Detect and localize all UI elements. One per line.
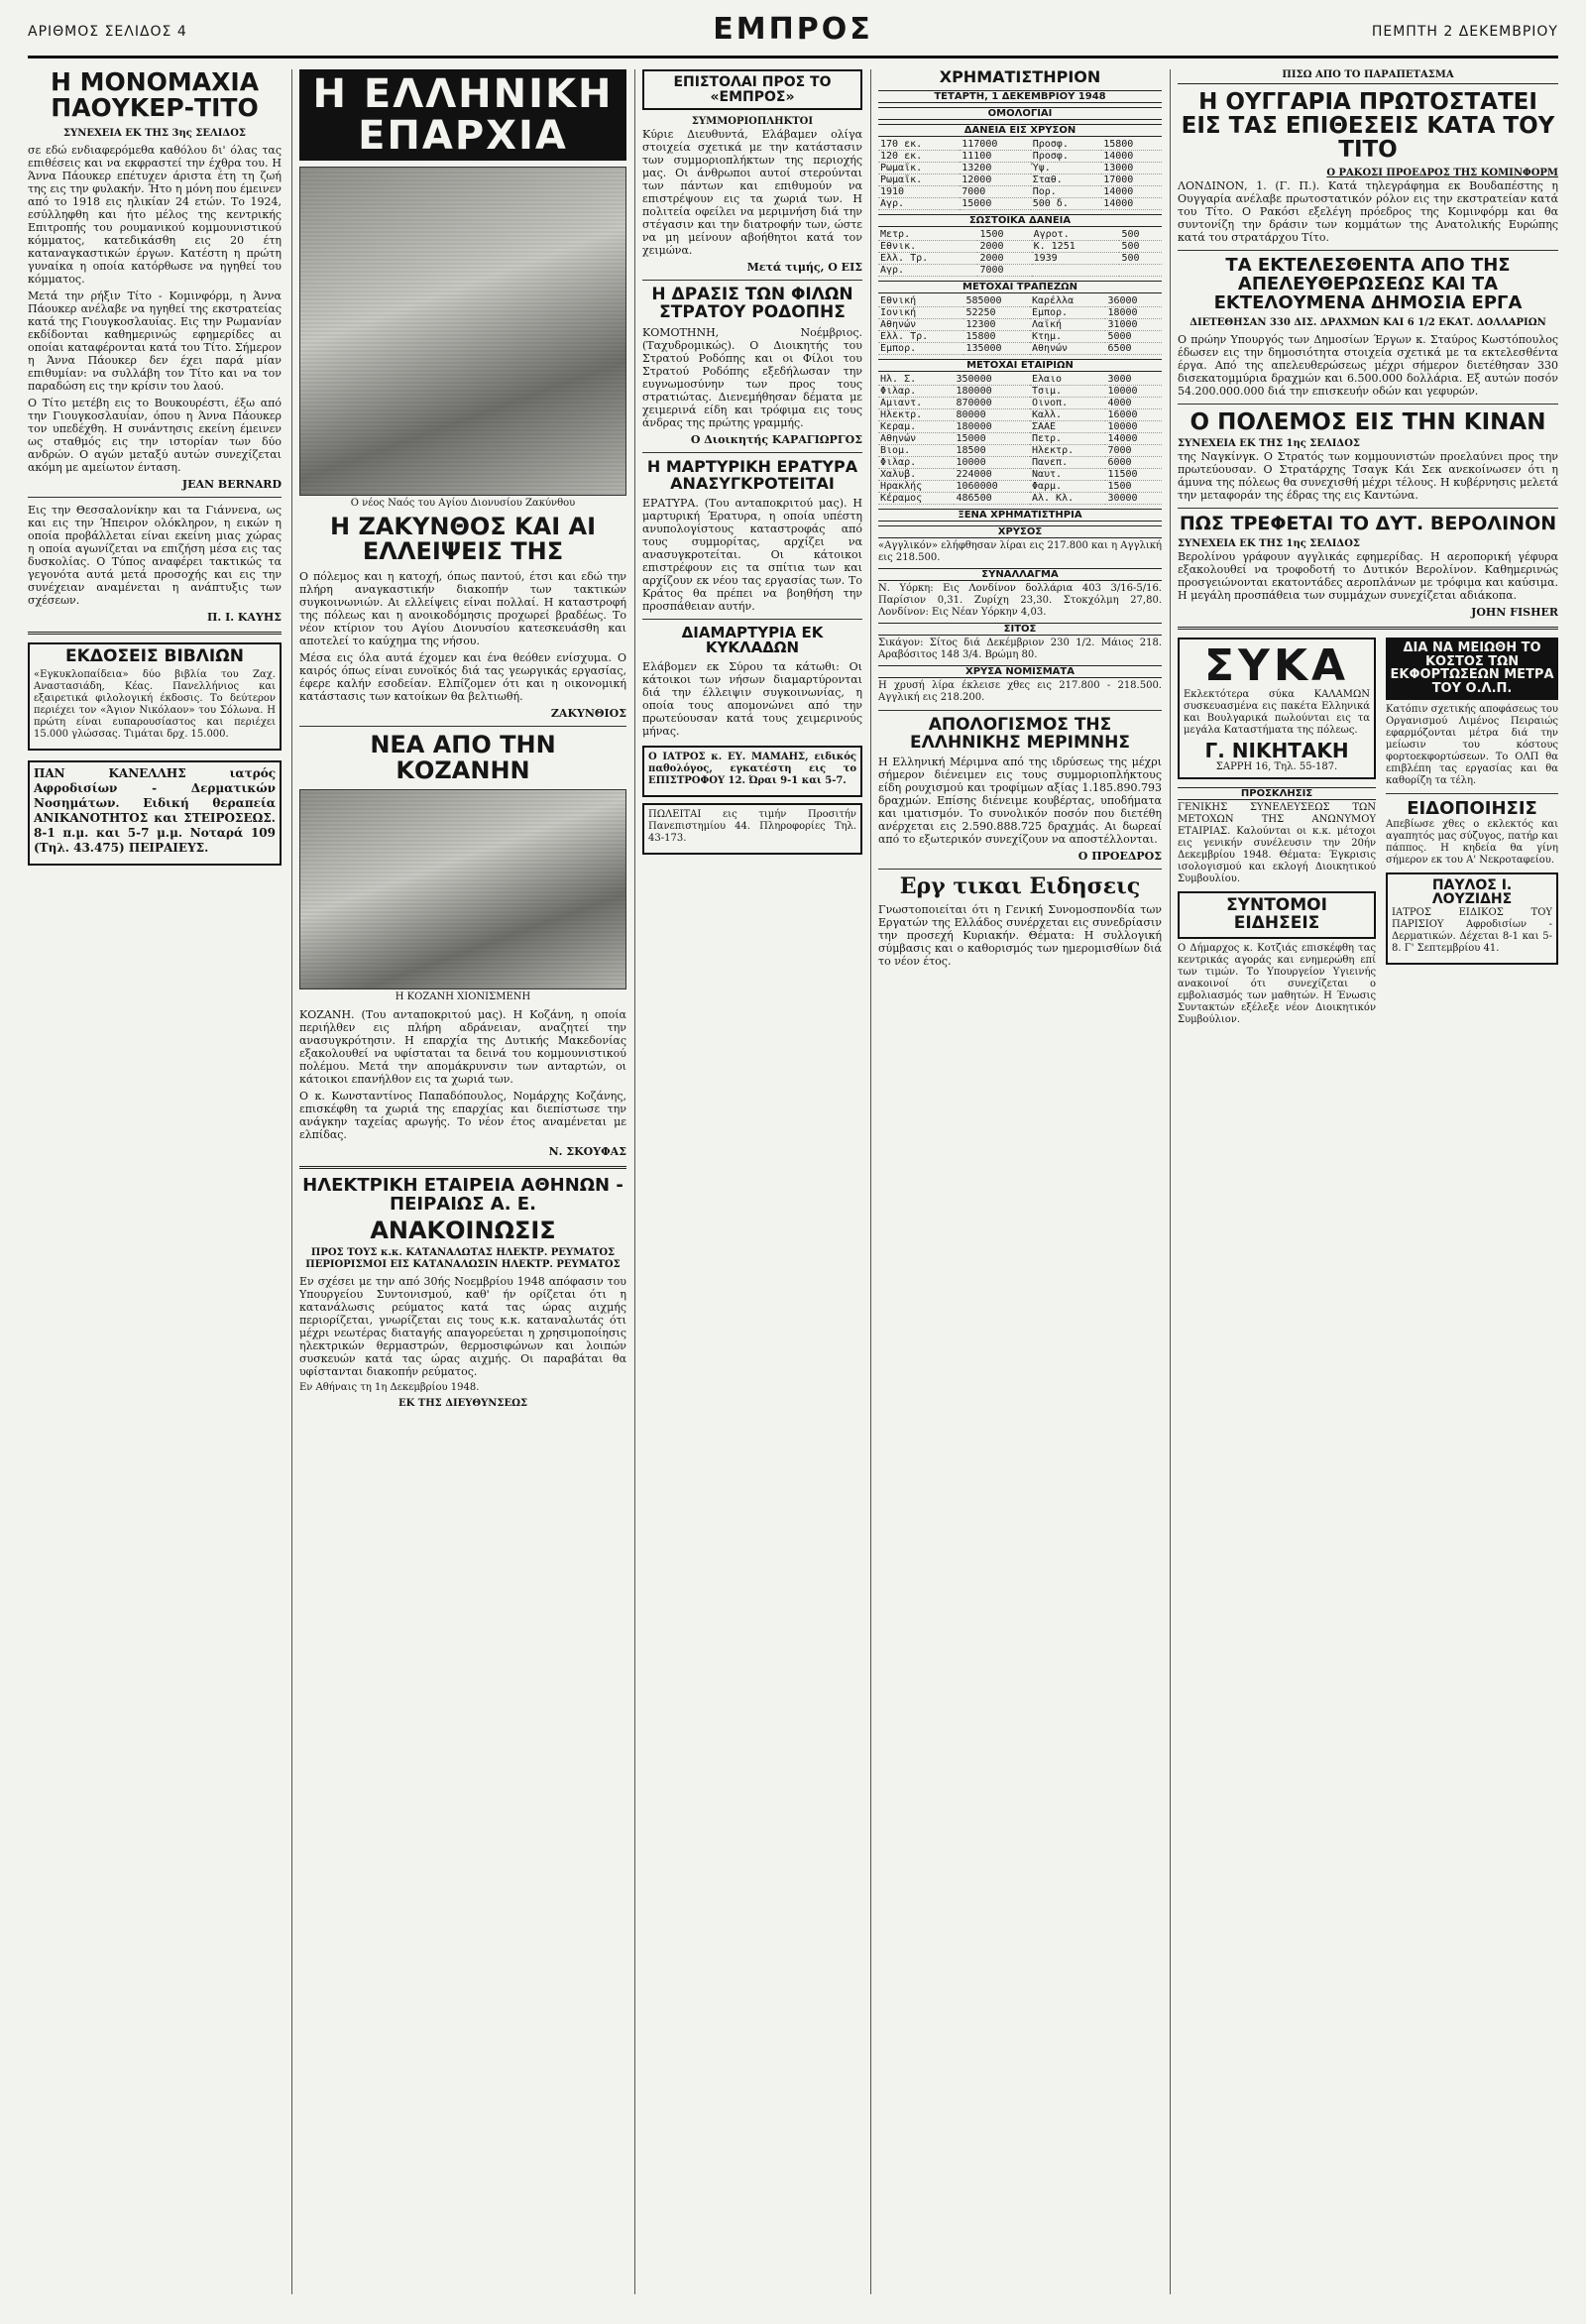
bank-shares-title: ΜΕΤΟΧΑΙ ΤΡΑΠΕΖΩΝ [878, 281, 1162, 293]
gold-loan-row [878, 174, 1162, 185]
letter-subtitle: ΣΥΜΜΟΡΙΟΠΛΗΚΤΟΙ [691, 116, 814, 128]
gold-coins-title: ΧΡΥΣΑ ΝΟΜΙΣΜΑΤΑ [878, 665, 1162, 678]
sostika-loan-cell: 1500 [977, 229, 1031, 241]
short-news-box [1178, 891, 1376, 939]
syka-merchant: Γ. ΝΙΚΗΤΑΚΗ [1204, 739, 1349, 763]
divider [28, 632, 282, 635]
gold-loan-cell: 170 εκ. [878, 139, 960, 151]
doctor-text: ΙΑΤΡΟΣ ΕΙΔΙΚΟΣ ΤΟΥ ΠΑΡΙΣΙΟΥ Αφροδισίων - Δερματικών. Δέχεται 8-1 και 5-8. Γ' Σεπτεμβρίου 41. [1392, 907, 1552, 954]
announcement-text: Εν σχέσει με την από 30ής Νοεμβρίου 1948 απόφασιν του Υπουργείου Συντονισμού, καθ' ήν ορίζεται ότι η κατανάλωσις ρεύματος κατά τας ώρας αιχμής περιορίζεται, γνωρίζεται εις τους κ.κ. καταναλωτάς ότι μέχρι νεωτέρας διαταγής απαγορεύεται η χρησιμοποίησις ηλεκτρικών θερμαστρών, θερμοσιφώνων και λοιπών συσκευών κατά τας ώρας αιχμής. Οι παραβάται θα υφίστανται διακοπήν ρεύματος. [299, 1274, 626, 1378]
divider [1178, 250, 1558, 251]
bank-share-cell: 52250 [963, 306, 1030, 318]
company-share-cell: 6000 [1105, 456, 1162, 468]
article-text: Μετά την ρήξιν Τίτο - Κομινφόρμ, η Άννα Πάουκερ ανέλαβε να ηγηθεί της εκστρατείας κατά της Γιουγκοσλαυίας. Εις την Ρωμανίαν εκδίδονται καθημερινώς εφημερίδες αι οποίαι καταφέρονται κατά του Τίτο. Σήμερον η Άννα Πάουκερ δεν έχει παρά μίαν επιθυμίαν: να συλλάβη τον Τίτο και να τον παραδώση εις την κρίσιν του λαού. [28, 289, 282, 393]
foreign-exchanges-title: ΞΕΝΑ ΧΡΗΜΑΤΙΣΤΗΡΙΑ [878, 509, 1162, 522]
section-header: ΠΙΣΩ ΑΠΟ ΤΟ ΠΑΡΑΠΕΤΑΣΜΑ [1178, 69, 1558, 84]
bank-share-cell: Εμπορ. [878, 342, 963, 354]
sostika-loan-cell: Μετρ. [878, 229, 977, 241]
company-share-cell: 224000 [954, 468, 1029, 480]
column-2 [299, 69, 626, 1410]
sostika-loan-cell: Αγροτ. [1032, 229, 1120, 241]
gold-loan-cell: 14000 [1101, 197, 1162, 209]
headline-berlin: ΠΩΣ ΤΡΕΦΕΤΑΙ ΤΟ ΔΥΤ. ΒΕΡΟΛΙΝΟΝ [1179, 513, 1557, 535]
company-share-row [878, 385, 1162, 397]
company-share-cell: 10000 [1105, 420, 1162, 432]
column-4 [878, 69, 1162, 972]
article-text: ΕΡΑΤΥΡΑ. (Του ανταποκριτού μας). Η μαρτυρική Έρατυρα, η οποία υπέστη ανυπολογίστους καταστροφάς από τους συμμορίτας, αρχίζει να ανασυγκροτείται. Οι κάτοικοι επιστρέφουν εις τα σπίτια των και αρχίζουν εκ νέου τας εργασίας των. Το Κράτος θα πρέπει να βοηθήση την προσπάθειαν αυτήν. [642, 496, 862, 613]
bank-share-row [878, 318, 1162, 330]
column-1 [28, 69, 282, 866]
sostika-loans-table [878, 229, 1162, 277]
divider [642, 452, 862, 453]
gold-loan-cell: 1910 [878, 185, 960, 197]
gold-loan-cell: 14000 [1101, 150, 1162, 162]
company-share-cell: Ηλ. Σ. [878, 374, 954, 386]
column-5 [1178, 69, 1558, 1030]
article-text: Βερολίνου γράφουν αγγλικάς εφημερίδας. Η αεροπορική γέφυρα εξακολουθεί να τροφοδοτή το Δυτικόν Βερολίνον. Καθημερινώς προσγειώνονται εκατοντάδες αεροπλάνων με τρόφιμα και καύσιμα. Η μεγάλη προσπάθεια των συμμάχων συνεχίζεται αδιάκοπα. [1178, 550, 1558, 603]
headline-merimna: ΑΠΟΛΟΓΙΣΜΟΣ ΤΗΣ ΕΛΛΗΝΙΚΗΣ ΜΕΡΙΜΝΗΣ [910, 714, 1130, 753]
subheadline: ΔΙΕΤΕΘΗΣΑΝ 330 ΔΙΣ. ΔΡΑΧΜΩΝ ΚΑΙ 6 1/2 ΕΚΑΤ. ΔΟΛΛΑΡΙΩΝ [1190, 317, 1546, 329]
headline-kyklades: ΔΙΑΜΑΡΤΥΡΙΑ ΕΚ ΚΥΚΛΑΔΩΝ [681, 623, 824, 657]
bank-share-cell: Ιονική [878, 306, 963, 318]
wheat-text: Σικάγον: Σίτος διά Δεκέμβριον 230 1/2. Μάιος 218. Αραβόσιτος 148 3/4. Βρώμη 80. [878, 637, 1162, 660]
gold-loan-cell: Αγρ. [878, 197, 960, 209]
company-share-row [878, 456, 1162, 468]
gold-loan-row [878, 185, 1162, 197]
company-share-cell: Τσιμ. [1030, 385, 1105, 397]
electric-company-title: ΗΛΕΚΤΡΙΚΗ ΕΤΑΙΡΕΙΑ ΑΘΗΝΩΝ - ΠΕΙΡΑΙΩΣ Α. Ε. [302, 1174, 623, 1215]
company-share-cell: Αλ. Κλ. [1030, 492, 1105, 504]
announcement-recipients: ΠΡΟΣ ΤΟΥΣ κ.κ. ΚΑΤΑΝΑΛΩΤΑΣ ΗΛΕΚΤΡ. ΡΕΥΜΑΤΟΣ [310, 1246, 616, 1258]
newspaper-title: ΕΜΠΡΟΣ [713, 12, 873, 47]
notice-text: Απεβίωσε χθες ο εκλεκτός και αγαπητός μας σύζυγος, πατήρ και πάππος. Η κηδεία θα γίνη σήμερον εκ του Α' Νεκροταφείου. [1386, 818, 1558, 866]
bank-share-row [878, 330, 1162, 342]
company-share-cell: 11500 [1105, 468, 1162, 480]
column-divider [1170, 69, 1171, 2294]
letter-signature: Μετά τιμής, Ο ΕΙΣ [746, 261, 862, 275]
subheadline: Ο ΡΑΚΟΣΙ ΠΡΟΕΔΡΟΣ ΤΗΣ ΚΟΜΙΝΦΟΡΜ [1326, 168, 1558, 179]
gold-loan-cell: 17000 [1101, 174, 1162, 185]
letters-header [642, 69, 862, 110]
bank-share-cell: 6500 [1105, 342, 1162, 354]
company-share-row [878, 480, 1162, 492]
sostika-loan-cell [1119, 264, 1162, 276]
headline-labour-news: Εργ τικαι Ειδησεις [899, 873, 1141, 900]
stock-exchange-title: ΧΡΗΜΑΤΙΣΤΗΡΙΟΝ [939, 67, 1101, 86]
article-text: Ελάβομεν εκ Σύρου τα κάτωθι: Οι κάτοικοι των νήσων διαμαρτύρονται διά την έλλειψιν συγκοινωνίας, η οποία τους απομονώνει από την πρωτεύουσαν κατά τους χειμερινούς μήνας. [642, 660, 862, 739]
company-shares-table [878, 374, 1162, 505]
gold-title: ΧΡΥΣΟΣ [878, 525, 1162, 538]
gold-loan-row [878, 150, 1162, 162]
headline-rodopi: Η ΔΡΑΣΙΣ ΤΩΝ ΦΙΛΩΝ ΣΤΡΑΤΟΥ ΡΟΔΟΠΗΣ [651, 285, 853, 323]
author-byline: Ν. ΣΚΟΥΦΑΣ [548, 1144, 626, 1158]
ad-text: ΠΩΛΕΙΤΑΙ εις τιμήν Προσιτήν Πανεπιστημίου 44. Πληροφορίες Τηλ. 43-173. [648, 809, 856, 845]
continuation-kicker: ΣΥΝΕΧΕΙΑ ΕΚ ΤΗΣ 1ης ΣΕΛΙΔΟΣ [1178, 538, 1360, 550]
gold-loan-cell: 12000 [960, 174, 1030, 185]
divider [1178, 508, 1558, 509]
company-share-cell: Αμιαντ. [878, 397, 954, 408]
sostika-loan-cell: 500 [1119, 252, 1162, 264]
syka-text: Εκλεκτότερα σύκα ΚΑΛΑΜΩΝ συσκευασμένα εις πακέτα Ελληνικά και Βουλγαρικά πωλούνται εις τα μεγάλα Καταστήματα της πόλεως. [1184, 689, 1371, 737]
gold-loan-cell: 13200 [960, 162, 1030, 174]
short-news-title: ΣΥΝΤΟΜΟΙ ΕΙΔΗΣΕΙΣ [1226, 895, 1327, 934]
company-share-cell: 870000 [954, 397, 1029, 408]
company-share-cell: 486500 [954, 492, 1029, 504]
bank-share-cell: 36000 [1105, 295, 1162, 307]
sostika-loan-cell: 1939 [1032, 252, 1120, 264]
bank-share-cell: Λαϊκή [1030, 318, 1105, 330]
article-text: Ο πρώην Υπουργός των Δημοσίων Έργων κ. Σταύρος Κωστόπουλος έδωσεν εις την δημοσιότητα στοιχεία σχετικά με τα εκτελεσθέντα έργα. Από της απελευθερώσεως μέχρι σήμερον διετέθησαν 330 δισεκατομμύρια δραχμών και 6.500.000 δολλάρια. Εξ αυτών ποσόν 54.200.000.000 διά την επισκευήν οδών και γεφυρών. [1178, 333, 1558, 399]
bank-share-row [878, 342, 1162, 354]
signature: Ο ΠΡΟΕΔΡΟΣ [1077, 850, 1162, 864]
company-share-cell: Πανεπ. [1030, 456, 1105, 468]
company-share-cell: 18500 [954, 444, 1029, 456]
article-text: Μέσα εις όλα αυτά έχομεν και ένα θεόθεν ενίσχυμα. Ο καιρός όπως είναι ευνοϊκός διά τας γεωργικάς εργασίας, έφερε καλήν εσοδείαν. Ελπίζομεν ότι και η οικονομική κατάστασις των κατοίκων θα βελτιωθή. [299, 651, 626, 704]
column-3 [642, 69, 862, 855]
bank-share-cell: 135000 [963, 342, 1030, 354]
company-share-cell: 30000 [1105, 492, 1162, 504]
continuation-kicker: ΣΥΝΕΧΕΙΑ ΕΚ ΤΗΣ 3ης ΣΕΛΙΔΟΣ [63, 127, 246, 139]
gold-loan-cell: Ρωμαϊκ. [878, 162, 960, 174]
syka-title: ΣΥΚΑ [1203, 640, 1350, 692]
bank-share-cell: 12300 [963, 318, 1030, 330]
gold-loan-row [878, 162, 1162, 174]
gold-loan-cell: 15000 [960, 197, 1030, 209]
bank-share-cell: 585000 [963, 295, 1030, 307]
company-share-cell: Ηλεκτρ. [878, 408, 954, 420]
sostika-loan-cell: 2000 [977, 252, 1031, 264]
company-share-cell: Πετρ. [1030, 432, 1105, 444]
bank-share-cell: 18000 [1105, 306, 1162, 318]
olp-text: Κατόπιν σχετικής αποφάσεως του Οργανισμού Λιμένος Πειραιώς εφαρμόζονται μέτρα διά την μείωσιν του κόστους φορτοεκφορτώσεων. Το ΟΛΠ θα επιβλέπη τας εργασίας και θα καθορίζη τα τέλη. [1386, 703, 1558, 786]
doctor-ad [1386, 872, 1558, 965]
bank-shares-table [878, 295, 1162, 355]
gold-loans-table [878, 139, 1162, 210]
column-divider [291, 69, 292, 2294]
company-share-cell: Οινοπ. [1030, 397, 1105, 408]
divider [299, 1166, 626, 1169]
gold-loans-title: ΔΑΝΕΙΑ ΕΙΣ ΧΡΥΣΟΝ [878, 124, 1162, 137]
sostika-loan-cell: Αγρ. [878, 264, 977, 276]
bank-share-cell: Αθηνών [1030, 342, 1105, 354]
gold-loan-cell: Προσφ. [1031, 150, 1101, 162]
gold-loan-cell: Προσφ. [1031, 139, 1101, 151]
fx-text: Ν. Υόρκη: Εις Λονδίνον δολλάρια 403 3/16-5/16. Παρίσιον 0,31. Ζυρίχη 23,30. Στοκχόλμη 27,80. Λονδίνον: Εις Νέαν Υόρκην 4,03. [878, 582, 1162, 618]
company-share-row [878, 397, 1162, 408]
company-share-cell: Κέραμος [878, 492, 954, 504]
article-text: ΚΟΖΑΝΗ. (Του ανταποκριτού μας). Η Κοζάνη, η οποία περιήλθεν εις πλήρη αδράνειαν, αναζητεί την ανασυγκρότησιν. Η επαρχία της Δυτικής Μακεδονίας εξακολουθεί να υφίσταται τα δεινά του κομμουνιστικού πολέμου. Μετά την απομάκρυνσιν των ανταρτών, οι κάτοικοι επανήλθον εις τα χωριά των. [299, 1007, 626, 1086]
company-share-cell: 4000 [1105, 397, 1162, 408]
headline-hungary: Η ΟΥΓΓΑΡΙΑ ΠΡΩΤΟΣΤΑΤΕΙ ΕΙΣ ΤΑΣ ΕΠΙΘΕΣΕΙΣ ΚΑΤΑ ΤΟΥ ΤΙΤΟ [1181, 89, 1555, 164]
company-share-cell: Αθηνών [878, 432, 954, 444]
short-news-text: Ο Δήμαρχος κ. Κοτζιάς επισκέφθη τας κεντρικάς αγοράς και ενημερώθη επί των τιμών. Το Υπουργείον Υγιεινής ανακοινοί ότι συνεχίζεται ο εμβολιασμός των μαθητών. Η Ένωσις Συντακτών εξέλεξε νέον Διοικητικόν Συμβούλιον. [1178, 943, 1377, 1026]
banner-title: Η ΕΛΛΗΝΙΚΗ ΕΠΑΡΧΙΑ [312, 71, 614, 159]
company-share-cell: 15000 [954, 432, 1029, 444]
company-share-cell: Βιομ. [878, 444, 954, 456]
company-share-row [878, 492, 1162, 504]
announcement-subject: ΠΕΡΙΟΡΙΣΜΟΙ ΕΙΣ ΚΑΤΑΝΑΛΩΣΙΝ ΗΛΕΚΤΡ. ΡΕΥΜΑΤΟΣ [305, 1258, 621, 1270]
sostika-loan-row [878, 240, 1162, 252]
company-share-cell: Κεραμ. [878, 420, 954, 432]
author-byline: JEAN BERNARD [181, 477, 282, 491]
bank-share-cell: 31000 [1105, 318, 1162, 330]
company-share-row [878, 444, 1162, 456]
bank-share-cell: 5000 [1105, 330, 1162, 342]
bank-share-row [878, 306, 1162, 318]
photo-caption: Ο νέος Ναός του Αγίου Διονυσίου Ζακύνθου [350, 498, 576, 509]
sostika-loan-cell [1032, 264, 1120, 276]
books-box [28, 642, 282, 752]
headline-kozani: ΝΕΑ ΑΠΟ ΤΗΝ ΚΟΖΑΝΗΝ [370, 731, 556, 784]
bank-share-cell: Ελλ. Τρ. [878, 330, 963, 342]
sostika-loan-row [878, 264, 1162, 276]
divider [642, 619, 862, 620]
company-share-cell: 1060000 [954, 480, 1029, 492]
announcement-date: Εν Αθήναις τη 1η Δεκεμβρίου 1948. [299, 1381, 480, 1393]
gold-loan-cell: Πορ. [1031, 185, 1101, 197]
headline-public-works: ΤΑ ΕΚΤΕΛΕΣΘΕΝΤΑ ΑΠΟ ΤΗΣ ΑΠΕΛΕΥΘΕΡΩΣΕΩΣ ΚΑΙ ΤΑ ΕΚΤΕΛΟΥΜΕΝΑ ΔΗΜΟΣΙΑ ΕΡΓΑ [1213, 255, 1523, 314]
masthead [28, 12, 1558, 50]
page-number: ΑΡΙΘΜΟΣ ΣΕΛΙΔΟΣ 4 [28, 24, 187, 40]
company-share-cell: Φιλαρ. [878, 385, 954, 397]
company-share-cell: Ηρακλής [878, 480, 954, 492]
company-shares-title: ΜΕΤΟΧΑΙ ΕΤΑΙΡΙΩΝ [878, 359, 1162, 372]
sostika-loan-cell: 500 [1119, 229, 1162, 241]
company-share-cell: ΣΑΑΕ [1030, 420, 1105, 432]
company-share-cell: 16000 [1105, 408, 1162, 420]
gold-loan-row [878, 139, 1162, 151]
gold-loan-cell: Σταθ. [1031, 174, 1101, 185]
invitation-text: ΓΕΝΙΚΗΣ ΣΥΝΕΛΕΥΣΕΩΣ ΤΩΝ ΜΕΤΟΧΩΝ ΤΗΣ ΑΝΩΝΥΜΟΥ ΕΤΑΙΡΙΑΣ. Καλούνται οι κ.κ. μέτοχοι εις γενικήν συνέλευσιν την 20ήν Δεκεμβρίου 1948. Θέματα: Έγκρισις ισολογισμού και εκλογή Διοικητικού Συμβουλίου. [1178, 802, 1377, 885]
kozani-photo [299, 789, 626, 989]
article-text: Γνωστοποιείται ότι η Γενική Συνομοσπονδία των Εργατών της Ελλάδος συνέρχεται εις συνεδρίασιν την προσεχή Κυριακήν. Θέματα: Η συλλογική σύμβασις και ο καθορισμός των ημερομισθίων διά το νέον έτος. [878, 902, 1162, 968]
olp-header [1386, 638, 1558, 700]
announcement-signature: ΕΚ ΤΗΣ ΔΙΕΥΘΥΝΣΕΩΣ [397, 1397, 528, 1409]
company-share-cell: 1500 [1105, 480, 1162, 492]
column-divider [634, 69, 635, 2294]
author-byline: JOHN FISHER [1471, 606, 1558, 620]
bottom-split [1178, 638, 1558, 1030]
books-text: «Εγκυκλοπαίδεια» δύο βιβλία του Ζαχ. Αναστασιάδη, Κέας. Πανελλήνιος και εξαιρετικά φιλολογική έκδοσις. Το δεύτερον περιέχει τον «Άγιον Νικόλαον» του Σόλωνα. Η πρώτη είναι ευπαρουσίαστος και περιέχει 15.000 γλώσσας. Τιμάται δρχ. 15.000. [34, 669, 276, 741]
invitation-title: ΠΡΟΣΚΛΗΣΙΣ [1178, 787, 1376, 800]
doctor-ad [642, 746, 862, 797]
company-share-cell: Ναυτ. [1030, 468, 1105, 480]
divider [878, 710, 1162, 711]
wheat-title: ΣΙΤΟΣ [878, 623, 1162, 636]
bottom-left [1178, 638, 1376, 1030]
gold-coins-text: Η χρυσή λίρα έκλεισε χθες εις 217.800 - 218.500. Αγγλική εις 218.200. [878, 679, 1162, 703]
company-share-cell: 80000 [954, 408, 1029, 420]
bank-share-cell: Καρέλλα [1030, 295, 1105, 307]
company-share-cell: 180000 [954, 420, 1029, 432]
notice-title: ΕΙΔΟΠΟΙΗΣΙΣ [1407, 797, 1537, 819]
divider [1178, 404, 1558, 405]
company-share-cell: 350000 [954, 374, 1029, 386]
fx-title: ΣΥΝΑΛΛΑΓΜΑ [878, 568, 1162, 581]
issue-date: ΠΕΜΠΤΗ 2 ΔΕΚΕΜΒΡΙΟΥ [1371, 24, 1558, 40]
gold-loan-cell: 7000 [960, 185, 1030, 197]
article-text: ΚΟΜΟΤΗΝΗ, Νοέμβριος. (Ταχυδρομικώς). Ο Διοικητής του Στρατού Ροδόπης και οι Φίλοι του Στρατού Ροδόπης εξεδήλωσαν την ευγνωμοσύνην των προς τους στρατιώτας. Διενεμήθησαν δέματα με χειμερινά είδη και τρόφιμα εις τους άνδρας της πρώτης γραμμής. [642, 326, 862, 430]
author-byline: ΖΑΚΥΝΘΙΟΣ [550, 707, 626, 721]
company-share-cell: Καλλ. [1030, 408, 1105, 420]
headline-zakynthos: Η ΖΑΚΥΝΘΟΣ ΚΑΙ ΑΙ ΕΛΛΕΙΨΕΙΣ ΤΗΣ [330, 513, 596, 566]
bank-share-cell: Κτημ. [1030, 330, 1105, 342]
divider [1178, 627, 1558, 630]
letters-title: ΕΠΙΣΤΟΛΑΙ ΠΡΟΣ ΤΟ «ΕΜΠΡΟΣ» [673, 74, 832, 105]
sostika-loan-cell: Εθνικ. [878, 240, 977, 252]
gold-loan-row [878, 197, 1162, 209]
gold-loan-cell: Ύψ. [1031, 162, 1101, 174]
books-title: ΕΚΔΟΣΕΙΣ ΒΙΒΛΙΩΝ [65, 645, 244, 666]
ad-text: Ο ΙΑΤΡΟΣ κ. ΕΥ. ΜΑΜΑΗΣ, ειδικός παθολόγος, εγκατέστη εις το ΕΠΙΣΤΡΟΦΟΥ 12. Ώραι 9-1 και 5-7. [648, 752, 856, 787]
letter-text: Κύριε Διευθυντά, Ελάβαμεν ολίγα στοιχεία σχετικά με την κατάστασιν των συμμοριοπλήκτων της περιοχής μας. Οι άνθρωποι αυτοί στερούνται των πάντων και επιθυμούν να επιστρέψουν εις τα χωριά των. Η πολιτεία οφείλει να μεριμνήση διά την στέγασιν και την διατροφήν των, ώστε να μη μείνουν αβοήθητοι κατά τον χειμώνα. [642, 128, 862, 258]
bank-share-cell: Εμπορ. [1030, 306, 1105, 318]
company-share-cell: Χαλυβ. [878, 468, 954, 480]
company-share-row [878, 420, 1162, 432]
article-text: Εις την Θεσσαλονίκην και τα Γιάννενα, ως και εις την Ήπειρον ολόκληρον, η εικών η οποία προβάλλεται είναι εκείνη μιας χώρας η οποία αγωνίζεται να επιζήση μέσα εις τας δυσκολίας. Ο Τύπος αναφέρει τακτικώς τα γεγονότα αυτά μετά προσοχής και εις την συνέχειαν αναμένεται η ανάπτυξις των σχέσεων. [28, 503, 282, 607]
divider [1386, 793, 1558, 794]
sostika-loan-row [878, 229, 1162, 241]
syka-address: ΣΑΡΡΗ 16, Τηλ. 55-187. [1215, 761, 1338, 773]
sale-ad [642, 803, 862, 855]
gold-loan-cell: 117000 [960, 139, 1030, 151]
continuation-kicker: ΣΥΝΕΧΕΙΑ ΕΚ ΤΗΣ 1ης ΣΕΛΙΔΟΣ [1178, 438, 1360, 450]
company-share-cell: 7000 [1105, 444, 1162, 456]
divider [299, 726, 626, 727]
sostika-loan-cell: 7000 [977, 264, 1031, 276]
sostika-loan-cell: Ελλ. Τρ. [878, 252, 977, 264]
company-share-cell: 3000 [1105, 374, 1162, 386]
announcement-title: ΑΝΑΚΟΙΝΩΣΙΣ [370, 1216, 556, 1244]
company-share-cell: 10000 [954, 456, 1029, 468]
company-share-cell: 14000 [1105, 432, 1162, 444]
company-share-row [878, 468, 1162, 480]
sostika-loans-title: ΣΩΣΤΟΙΚΑ ΔΑΝΕΙΑ [878, 214, 1162, 227]
company-share-cell: Ηλεκτρ. [1030, 444, 1105, 456]
sostika-loan-cell: 500 [1119, 240, 1162, 252]
author-byline: Ο Διοικητής ΚΑΡΑΓΙΩΡΓΟΣ [690, 433, 862, 447]
photo-caption: Η ΚΟΖΑΝΗ ΧΙΟΝΙΣΜΕΝΗ [395, 990, 531, 1002]
article-text: ΛΟΝΔΙΝΟΝ, 1. (Γ. Π.). Κατά τηλεγράφημα εκ Βουδαπέστης η Ουγγαρία ανέλαβε πρωτοστατικόν ρόλον εις την εκστρατείαν κατά του Τίτο. Ο Ρακόσι εξελέγη πρόεδρος της Κομινφόρμ και θα συντονίζη την δράσιν των κομμάτων της Ανατολικής Ευρώπης κατά του στρατάρχου Τίτο. [1178, 179, 1558, 245]
masthead-rule [28, 56, 1558, 58]
article-text: της Ναγκίνγκ. Ο Στρατός των κομμουνιστών προελαύνει προς την πρωτεύουσαν. Ο Στρατάρχης Τσαγκ Κάι Σεκ ανεκοίνωσεν ότι η άμυνα της πόλεως θα συνεχισθή μέχρι τέλους. Η κυβέρνησις μελετά την μεταφοράν της έδρας της εις Καντώνα. [1178, 450, 1558, 503]
company-share-cell: Φιλαρ. [878, 456, 954, 468]
gold-loan-cell: 11100 [960, 150, 1030, 162]
company-share-cell: Φαρμ. [1030, 480, 1105, 492]
article-text: Ο Τίτο μετέβη εις το Βουκουρέστι, έξω από την Γιουγκοσλαυίαν, όπου η Άννα Πάουκερ τον υπεδέχθη. Η συνάντησις εκείνη έμεινεν ως σταθμός εις την ιστορίαν των δύο ανδρών. Ο αγών μεταξύ αυτών συνεχίζεται ακόμη με αμείωτον ένταση. [28, 396, 282, 474]
article-text: Ο κ. Κωνσταντίνος Παπαδόπουλος, Νομάρχης Κοζάνης, επισκέφθη τα χωριά της επαρχίας και διεπίστωσε την ανάγκην ταχείας αρωγής. Το νέον έτος αναμένεται με ελπίδας. [299, 1089, 626, 1141]
divider [878, 869, 1162, 870]
gold-loan-cell: 120 εκ. [878, 150, 960, 162]
ad-text: ΠΑΝ ΚΑΝΕΛΛΗΣ ιατρός Αφροδισίων - Δερματικών Νοσημάτων. Ειδική θεραπεία ΑΝΙΚΑΝΟΤΗΤΟΣ και ΣΤΕΙΡΟΣΕΩΣ. 8-1 π.μ. και 5-7 μ.μ. Νοταρά 109 (Τηλ. 43.475) ΠΕΙΡΑΙΕΥΣ. [34, 766, 276, 856]
syka-ad [1178, 638, 1376, 779]
gold-loan-cell: 13000 [1101, 162, 1162, 174]
company-share-row [878, 374, 1162, 386]
gold-text: «Αγγλικόν» ελήφθησαν λίραι εις 217.800 και η Αγγλική εις 218.500. [878, 539, 1162, 563]
church-photo [299, 167, 626, 496]
gold-loan-cell: 14000 [1101, 185, 1162, 197]
bank-share-row [878, 295, 1162, 307]
article-text: Ο πόλεμος και η κατοχή, όπως παντού, έτσι και εδώ την πλήρη αναγκαστικήν διακοπήν των τακτικών συγκοινωνιών. Αι ελλείψεις είναι πολλαί. Η καταστροφή της πόλεως και η ανοικοδόμησις προχωρεί βραδέως. Το νέον κτίριον του Αγίου Διονυσίου κατεσκευάσθη και αποτελεί το καύχημα της νήσου. [299, 570, 626, 648]
headline-eratyra: Η ΜΑΡΤΥΡΙΚΗ ΕΡΑΤΥΡΑ ΑΝΑΣΥΓΚΡΟΤΕΙΤΑΙ [646, 457, 858, 493]
eparchia-banner [299, 69, 626, 161]
bonds-title: ΟΜΟΛΟΓΙΑΙ [878, 107, 1162, 120]
sostika-loan-row [878, 252, 1162, 264]
bank-share-cell: 15800 [963, 330, 1030, 342]
doctor-name: ΠΑΥΛΟΣ Ι. ΛΟΥΖΙΔΗΣ [1431, 876, 1513, 908]
gold-loan-cell: 500 δ. [1031, 197, 1101, 209]
olp-title: ΔΙΑ ΝΑ ΜΕΙΩΘΗ ΤΟ ΚΟΣΤΟΣ ΤΩΝ ΕΚΦΟΡΤΩΣΕΩΝ ΜΕΤΡΑ ΤΟΥ Ο.Λ.Π. [1390, 640, 1554, 697]
author-byline: Π. Ι. ΚΑΥΗΣ [207, 610, 282, 624]
divider [28, 497, 282, 498]
bank-share-cell: Αθηνών [878, 318, 963, 330]
gold-loan-cell: Ρωμαϊκ. [878, 174, 960, 185]
doctor-ad [28, 760, 282, 866]
bottom-right [1386, 638, 1558, 1030]
bank-share-cell: Εθνική [878, 295, 963, 307]
article-text: σε εδώ ενδιαφερόμεθα καθόλου δι' όλας τας επιθέσεις και να εκφραστεί την έχθρα του. Η Άννα Πάουκερ επέτυχεν άριστα έτη τη ζωή της εις την φυλακήν. Ήτο η μόνη που έμεινεν από το 1918 εις ηλικίαν 24 ετών. Το 1924, εσύλληφθη και ήτο μέλος της κεντρικής Επιτροπής του ρουμανικού κομμουνιστικού κόμματος, κατεδικάσθη εις 20 έτη καταναγκαστικών έργων. Κατέστη η πρώτη γυναίκα η οποία κατόρθωσε να ηγηθεί του κόμματος. [28, 143, 282, 286]
company-share-cell: Ελαιο [1030, 374, 1105, 386]
company-share-cell: 180000 [954, 385, 1029, 397]
sostika-loan-cell: 2000 [977, 240, 1031, 252]
divider [642, 280, 862, 281]
company-share-row [878, 408, 1162, 420]
company-share-cell: 10000 [1105, 385, 1162, 397]
headline-china-war: Ο ΠΟΛΕΜΟΣ ΕΙΣ ΤΗΝ ΚΙΝΑΝ [1190, 409, 1546, 436]
article-text: Η Ελληνική Μέριμνα από της ιδρύσεως της μέχρι σήμερον διένειμεν εις τους συμμοριοπλήκτους είδη ρουχισμού και τροφίμων αξίας 1.185.890.793 δραχμών. Επίσης διένειμε κουβέρτας, υποδήματα και ιματισμόν. Το συνολικόν ποσόν που διετέθη ανέρχεται εις 2.590.888.725 δραχμάς. Αι δωρεαί από το εξωτερικόν συνεχίζουν να αποστέλλονται. [878, 755, 1162, 847]
company-share-row [878, 432, 1162, 444]
column-divider [870, 69, 871, 2294]
headline-monomachia: Η ΜΟΝΟΜΑΧΙΑ ΠΑΟΥΚΕΡ-ΤΙΤΟ [50, 67, 260, 123]
stock-exchange-date: ΤΕΤΑΡΤΗ, 1 ΔΕΚΕΜΒΡΙΟΥ 1948 [878, 90, 1162, 103]
sostika-loan-cell: Κ. 1251 [1032, 240, 1120, 252]
gold-loan-cell: 15800 [1101, 139, 1162, 151]
